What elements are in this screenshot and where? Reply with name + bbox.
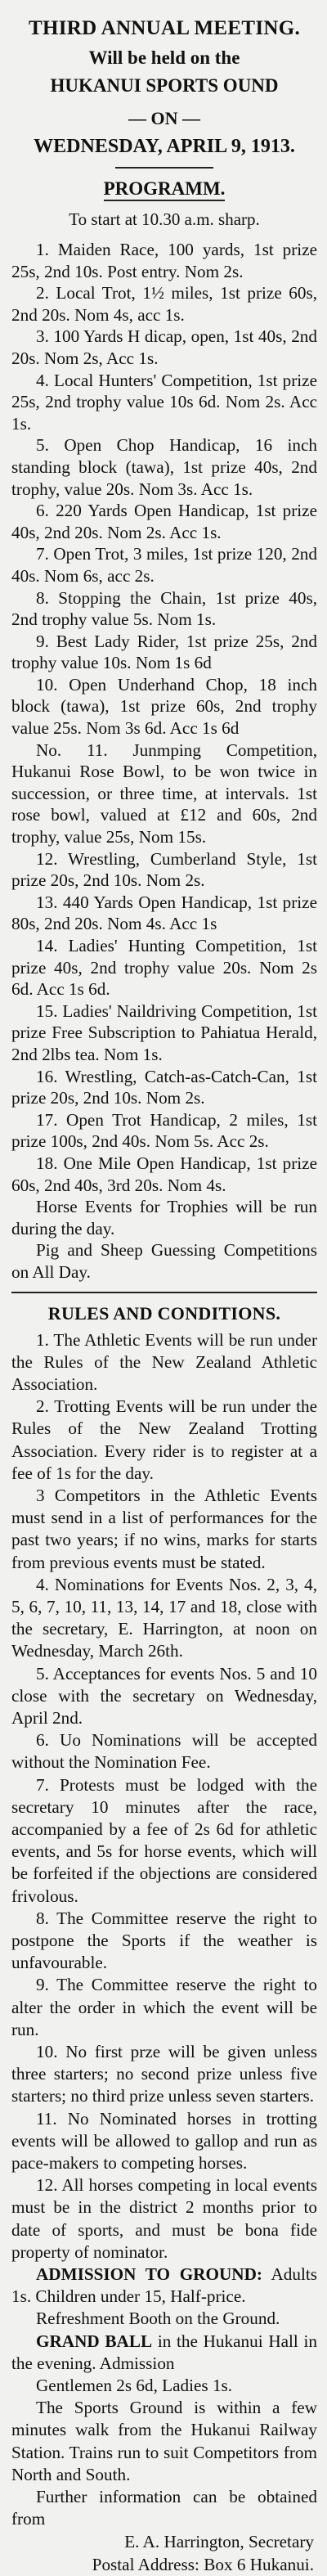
rule-item: 6. Uo Nominations will be accepted without the Nomination Fee. xyxy=(11,1730,317,1773)
rule-item: 8. The Committee reserve the right to postpone the Sports if the weather is unfavourable. xyxy=(11,1908,317,1973)
rule-item: 5. Acceptances for events Nos. 5 and 10 close with the secretary on Wednesday, April 2nd. xyxy=(11,1663,317,1728)
on-line: — ON — xyxy=(128,108,200,128)
rule-item: 12. All horses competing in local events must be in the district 2 months prior to date of sports, and must be bona fide property of nominator. xyxy=(11,2175,317,2262)
programme-item: 9. Best Lady Rider, 1st prize 25s, 2nd trophy value 10s. Nom 1s 6d xyxy=(11,631,317,673)
programme-item: 5. Open Chop Handicap, 16 inch standing block (tawa), 1st prize 40s, 2nd trophy, value 20s. Nom 3s. Acc 1s. xyxy=(11,435,317,499)
programme-item: 7. Open Trot, 3 miles, 1st prize 120, 2nd 40s. Nom 6s, acc 2s. xyxy=(11,544,317,586)
rules-heading: RULES AND CONDITIONS. xyxy=(47,1302,281,1324)
programme-item: 8. Stopping the Chain, 1st prize 40s, 2nd trophy value 5s. Nom 1s. xyxy=(11,587,317,630)
divider xyxy=(115,167,213,169)
programme-heading xyxy=(11,177,317,201)
ball-prices: Gentlemen 2s 6d, Ladies 1s. xyxy=(36,2376,233,2396)
rule-item: 10. No first prze will be given unless three starters; no second prize unless five starters; no third prize unless seven starters. xyxy=(11,2042,317,2106)
programme-item: 1. Maiden Race, 100 yards, 1st prize 25s, 2nd 10s. Post entry. Nom 2s. xyxy=(11,240,317,281)
admission-heading: ADMISSION TO GROUND: xyxy=(36,2264,262,2285)
admission-line xyxy=(11,2264,317,2308)
rule-item: 9. The Committee reserve the right to alter the order in which the event will be run. xyxy=(11,1975,317,2039)
programme-item: No. 11. Junmping Competition, Hukanui Rose Bowl, to be won twice in succession, or three time, at intervals. 1st rose bowl, valued at £12 and 60s, 2nd trophy, value 25s, Nom 15s. xyxy=(11,740,317,847)
programme-item: 6. 220 Yards Open Handicap, 1st prize 40s, 2nd 20s. Nom 2s. Acc 1s. xyxy=(11,501,317,542)
ball-heading: GRAND BALL xyxy=(36,2331,153,2351)
programme-note: Horse Events for Trophies will be run during the day. xyxy=(11,1197,317,1239)
rule-item: 3 Competitors in the Athletic Events must send in a list of performances for the past two years; if no wins, marks for starts from previous events must be stated. xyxy=(11,1485,317,1572)
rule-item: 1. The Athletic Events will be run under the Rules of the New Zealand Athletic Association. xyxy=(11,1329,317,1394)
start-time: To start at 10.30 a.m. sharp. xyxy=(69,209,260,229)
admission-text: Adults 1s. Children under 15, Half-price. xyxy=(11,2264,317,2307)
programme-heading-text: PROGRAMM. xyxy=(104,178,226,201)
meeting-title: THIRD ANNUAL MEETING. xyxy=(28,17,301,39)
programme-note: Pig and Sheep Guessing Competitions on All Day. xyxy=(11,1240,317,1282)
programme-item: 17. Open Trot Handicap, 2 miles, 1st prize 100s, 2nd 40s. Nom 5s. Acc 2s. xyxy=(11,1109,317,1152)
rule-item: 2. Trotting Events will be run under the Rules of the New Zealand Trotting Association. Every rider is to register at a fee of 1s for the day. xyxy=(11,1396,317,1483)
rule-item: 11. No Nominated horses in trotting events will be allowed to gallop and run as pace-makers to competing horses. xyxy=(11,2108,317,2174)
programme-list xyxy=(11,239,317,1284)
programme-item: 12. Wrestling, Cumberland Style, 1st prize 20s, 2nd 10s. Nom 2s. xyxy=(11,848,317,891)
further-info: Further information can be obtained from xyxy=(11,2487,317,2529)
held-on-line: Will be held on the xyxy=(88,47,240,68)
venue-line: HUKANUI SPORTS OUND xyxy=(50,75,279,96)
divider xyxy=(11,1292,317,1293)
rule-item: 7. Protests must be lodged with the secretary 10 minutes after the race, accompanied by a fee of 2s 6d for athletic events, and 5s for horse events, which will be forfeited if the objections are considered frivolous. xyxy=(11,1774,317,1906)
programme-item: 3. 100 Yards H dicap, open, 1st 40s, 2nd 20s. Nom 2s, Acc 1s. xyxy=(11,326,317,368)
programme-item: 18. One Mile Open Handicap, 1st prize 60s, 2nd 40s, 3rd 20s. Nom 4s. xyxy=(11,1153,317,1195)
programme-item: 15. Ladies' Naildriving Competition, 1st prize Free Subscription to Pahiatua Herald, 2nd 2lbs tea. Nom 1s. xyxy=(11,1000,317,1064)
rule-item: 4. Nominations for Events Nos. 2, 3, 4, 5, 6, 7, 10, 11, 13, 14, 17 and 18, close with the secretary, E. Harrington, at noon on Wednesday, March 26th. xyxy=(11,1574,317,1661)
programme-item: 13. 440 Yards Open Handicap, 1st prize 80s, 2nd 20s. Nom 4s. Acc 1s xyxy=(11,892,317,934)
ground-note: The Sports Ground is within a few minutes walk from the Hukanui Railway Station. Trains run to suit Competitors from North and South. xyxy=(11,2398,317,2484)
ball-text: in the Hukanui Hall in the evening. Admission xyxy=(11,2331,317,2373)
programme-item: 10. Open Underhand Chop, 18 inch block (tawa), 1st prize 60s, 2nd trophy value 25s. Nom 3s 6d. Acc 1s 6d xyxy=(11,674,317,739)
meeting-date: WEDNESDAY, APRIL 9, 1913. xyxy=(34,136,295,157)
programme-item: 14. Ladies' Hunting Competition, 1st prize 40s, 2nd trophy value 20s. Nom 2s 6d. Acc 1s 6d. xyxy=(11,936,317,1000)
programme-item: 4. Local Hunters' Competition, 1st prize 25s, 2nd trophy value 10s 6d. Nom 2s. Acc 1s. xyxy=(11,370,317,434)
programme-item: 16. Wrestling, Catch-as-Catch-Can, 1st prize 20s, 2nd 10s. Nom 2s. xyxy=(11,1066,317,1108)
refreshment-line: Refreshment Booth on the Ground. xyxy=(36,2309,280,2329)
postal-address: Postal Address: Box 6 Hukanui. xyxy=(92,2555,314,2575)
ball-line xyxy=(11,2331,317,2375)
secretary-signature: E. A. Harrington, Secretary xyxy=(124,2532,314,2552)
programme-item: 2. Local Trot, 1½ miles, 1st prize 60s, 2nd 20s. Nom 4s, acc 1s. xyxy=(11,283,317,325)
rules-list xyxy=(11,1329,317,2531)
